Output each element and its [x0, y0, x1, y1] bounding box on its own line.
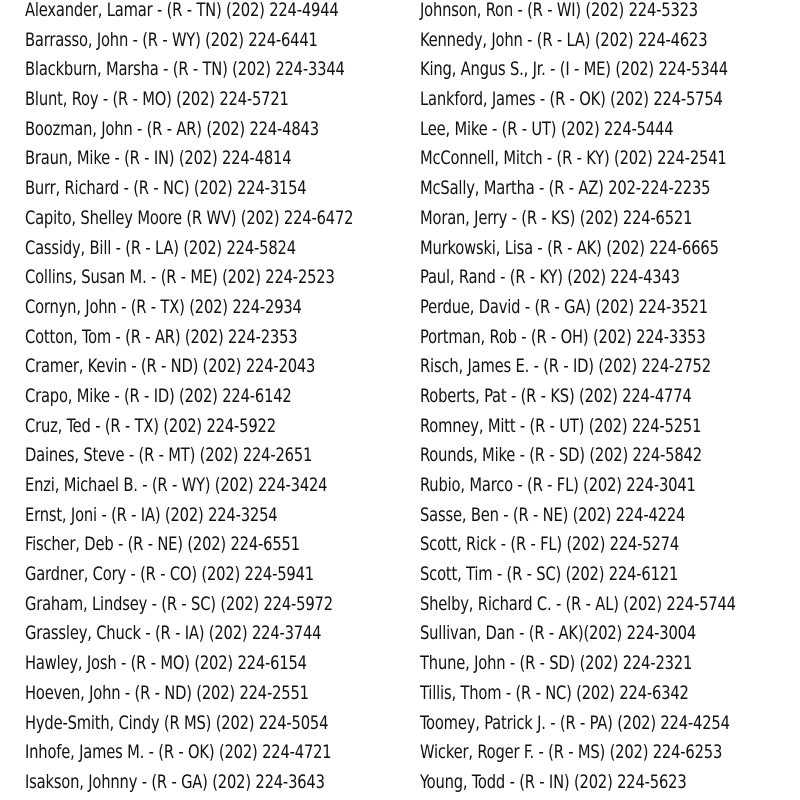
senator-entry: Crapo, Mike - (R - ID) (202) 224-6142 — [25, 384, 292, 407]
senator-entry: King, Angus S., Jr. - (I - ME) (202) 224-5344 — [420, 58, 728, 81]
senator-entry: Portman, Rob - (R - OH) (202) 224-3353 — [420, 325, 706, 348]
senator-entry: Barrasso, John - (R - WY) (202) 224-6441 — [25, 28, 318, 51]
senator-entry: Cassidy, Bill - (R - LA) (202) 224-5824 — [25, 236, 296, 259]
senator-entry: Shelby, Richard C. - (R - AL) (202) 224-5744 — [420, 592, 736, 615]
senator-entry: Hyde-Smith, Cindy (R MS) (202) 224-5054 — [25, 711, 329, 734]
senator-entry: Hoeven, John - (R - ND) (202) 224-2551 — [25, 681, 309, 704]
right-column — [420, 0, 800, 798]
senator-entry: Toomey, Patrick J. - (R - PA) (202) 224-4254 — [420, 711, 730, 734]
senator-entry: Rubio, Marco - (R - FL) (202) 224-3041 — [420, 474, 696, 496]
senator-entry: Grassley, Chuck - (R - IA) (202) 224-3744 — [25, 622, 322, 645]
senator-entry: Cramer, Kevin - (R - ND) (202) 224-2043 — [25, 355, 316, 378]
senator-entry: Hawley, Josh - (R - MO) (202) 224-6154 — [25, 652, 307, 675]
senator-entry: Tillis, Thom - (R - NC) (202) 224-6342 — [420, 681, 689, 704]
senator-entry: Enzi, Michael B. - (R - WY) (202) 224-3424 — [25, 474, 328, 496]
senator-entry: Lankford, James - (R - OK) (202) 224-5754 — [420, 88, 723, 111]
senator-entry: Isakson, Johnny - (R - GA) (202) 224-3643 — [25, 770, 325, 793]
senator-entry: Capito, Shelley Moore (R WV) (202) 224-6472 — [25, 206, 354, 229]
senator-entry: Johnson, Ron - (R - WI) (202) 224-5323 — [420, 0, 698, 21]
senator-entry: Ernst, Joni - (R - IA) (202) 224-3254 — [25, 503, 278, 526]
senator-entry: Collins, Susan M. - (R - ME) (202) 224-2523 — [25, 266, 335, 289]
senator-entry: Rounds, Mike - (R - SD) (202) 224-5842 — [420, 444, 702, 467]
senator-entry: Scott, Rick - (R - FL) (202) 224-5274 — [420, 533, 680, 556]
senator-entry: Fischer, Deb - (R - NE) (202) 224-6551 — [25, 533, 300, 556]
senator-entry: Daines, Steve - (R - MT) (202) 224-2651 — [25, 444, 313, 467]
senator-entry: Alexander, Lamar - (R - TN) (202) 224-4944 — [25, 0, 339, 21]
left-column — [25, 0, 405, 798]
senator-entry: Cruz, Ted - (R - TX) (202) 224-5922 — [25, 414, 276, 437]
senator-entry: Wicker, Roger F. - (R - MS) (202) 224-6253 — [420, 741, 723, 764]
senator-entry: Inhofe, James M. - (R - OK) (202) 224-4721 — [25, 741, 332, 764]
senator-entry: Sasse, Ben - (R - NE) (202) 224-4224 — [420, 503, 686, 526]
senator-entry: Gardner, Cory - (R - CO) (202) 224-5941 — [25, 563, 314, 586]
senator-entry: Braun, Mike - (R - IN) (202) 224-4814 — [25, 147, 292, 170]
senator-entry: Graham, Lindsey - (R - SC) (202) 224-5972 — [25, 592, 333, 615]
senator-entry: Moran, Jerry - (R - KS) (202) 224-6521 — [420, 206, 693, 229]
senator-entry: Murkowski, Lisa - (R - AK) (202) 224-6665 — [420, 236, 719, 259]
senator-entry: Perdue, David - (R - GA) (202) 224-3521 — [420, 295, 708, 318]
senator-entry: Risch, James E. - (R - ID) (202) 224-2752 — [420, 355, 711, 378]
senator-entry: Boozman, John - (R - AR) (202) 224-4843 — [25, 117, 319, 140]
senator-entry: Cotton, Tom - (R - AR) (202) 224-2353 — [25, 325, 298, 348]
senator-entry: Cornyn, John - (R - TX) (202) 224-2934 — [25, 295, 302, 318]
senator-entry: Paul, Rand - (R - KY) (202) 224-4343 — [420, 266, 680, 289]
senator-entry: Romney, Mitt - (R - UT) (202) 224-5251 — [420, 414, 702, 437]
senator-entry: Young, Todd - (R - IN) (202) 224-5623 — [420, 770, 687, 793]
senator-entry: Burr, Richard - (R - NC) (202) 224-3154 — [25, 177, 307, 200]
senator-entry: Blackburn, Marsha - (R - TN) (202) 224-3344 — [25, 58, 345, 81]
senator-entry: Blunt, Roy - (R - MO) (202) 224-5721 — [25, 88, 289, 111]
senator-entry: Thune, John - (R - SD) (202) 224-2321 — [420, 652, 693, 675]
senator-entry: Scott, Tim - (R - SC) (202) 224-6121 — [420, 563, 679, 586]
senator-entry: McSally, Martha - (R - AZ) 202-224-2235 — [420, 177, 711, 200]
senator-entry: McConnell, Mitch - (R - KY) (202) 224-2541 — [420, 147, 727, 170]
senator-entry: Roberts, Pat - (R - KS) (202) 224-4774 — [420, 384, 692, 407]
senator-entry: Kennedy, John - (R - LA) (202) 224-4623 — [420, 28, 708, 51]
senator-entry: Lee, Mike - (R - UT) (202) 224-5444 — [420, 117, 674, 140]
senator-entry: Sullivan, Dan - (R - AK)(202) 224-3004 — [420, 622, 696, 645]
